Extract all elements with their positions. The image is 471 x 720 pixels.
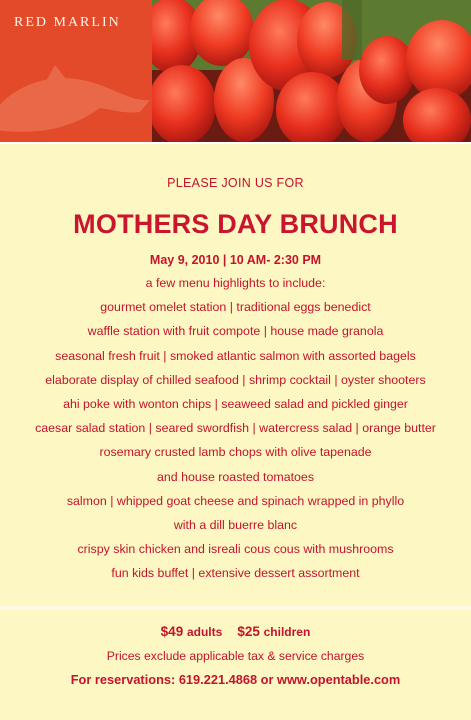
- pricing: [0, 624, 471, 687]
- logo-panel: [0, 0, 152, 142]
- menu-item: gourmet omelet station | traditional eggs benedict: [100, 300, 371, 315]
- menu-item: ahi poke with wonton chips | seaweed salad and pickled ginger: [63, 397, 408, 412]
- adult-price: $49: [160, 624, 184, 639]
- child-price: $25: [237, 624, 260, 639]
- menu-item: caesar salad station | seared swordfish | watercress salad | orange butter: [35, 421, 436, 436]
- header: [0, 0, 471, 142]
- menu-list: [0, 271, 471, 586]
- lead-text: PLEASE JOIN US FOR: [167, 176, 304, 190]
- child-label: children: [263, 625, 311, 639]
- menu-item: fun kids buffet | extensive dessert assortment: [111, 566, 360, 581]
- price-line: [0, 624, 471, 639]
- header-divider: [0, 142, 471, 144]
- menu-item: elaborate display of chilled seafood | shrimp cocktail | oyster shooters: [45, 372, 426, 387]
- adult-label: adults: [186, 625, 223, 639]
- price-note: Prices exclude applicable tax & service charges: [106, 649, 365, 663]
- menu-item: salmon | whipped goat cheese and spinach wrapped in phyllo: [66, 493, 405, 508]
- menu-item: rosemary crusted lamb chops with olive tapenade: [99, 445, 372, 460]
- reservations-line: For reservations: 619.221.4868 or www.opentable.com: [70, 672, 401, 687]
- tulips-image: [152, 0, 471, 142]
- marlin-watermark-icon: [0, 40, 152, 142]
- tulip-photo: [152, 0, 471, 142]
- event-date: May 9, 2010 | 10 AM- 2:30 PM: [149, 253, 322, 267]
- menu-item: waffle station with fruit compote | house made granola: [87, 324, 384, 339]
- brand-name: RED MARLIN: [14, 15, 121, 30]
- menu-item: crispy skin chicken and isreali cous cous with mushrooms: [77, 542, 394, 557]
- menu-item: seasonal fresh fruit | smoked atlantic salmon with assorted bagels: [55, 348, 416, 363]
- invitation: [0, 176, 471, 586]
- event-title: MOTHERS DAY BRUNCH: [73, 209, 398, 239]
- section-divider: [0, 606, 471, 610]
- menu-item: with a dill buerre blanc: [173, 518, 298, 533]
- menu-item: and house roasted tomatoes: [156, 469, 315, 484]
- menu-intro: a few menu highlights to include:: [145, 276, 326, 290]
